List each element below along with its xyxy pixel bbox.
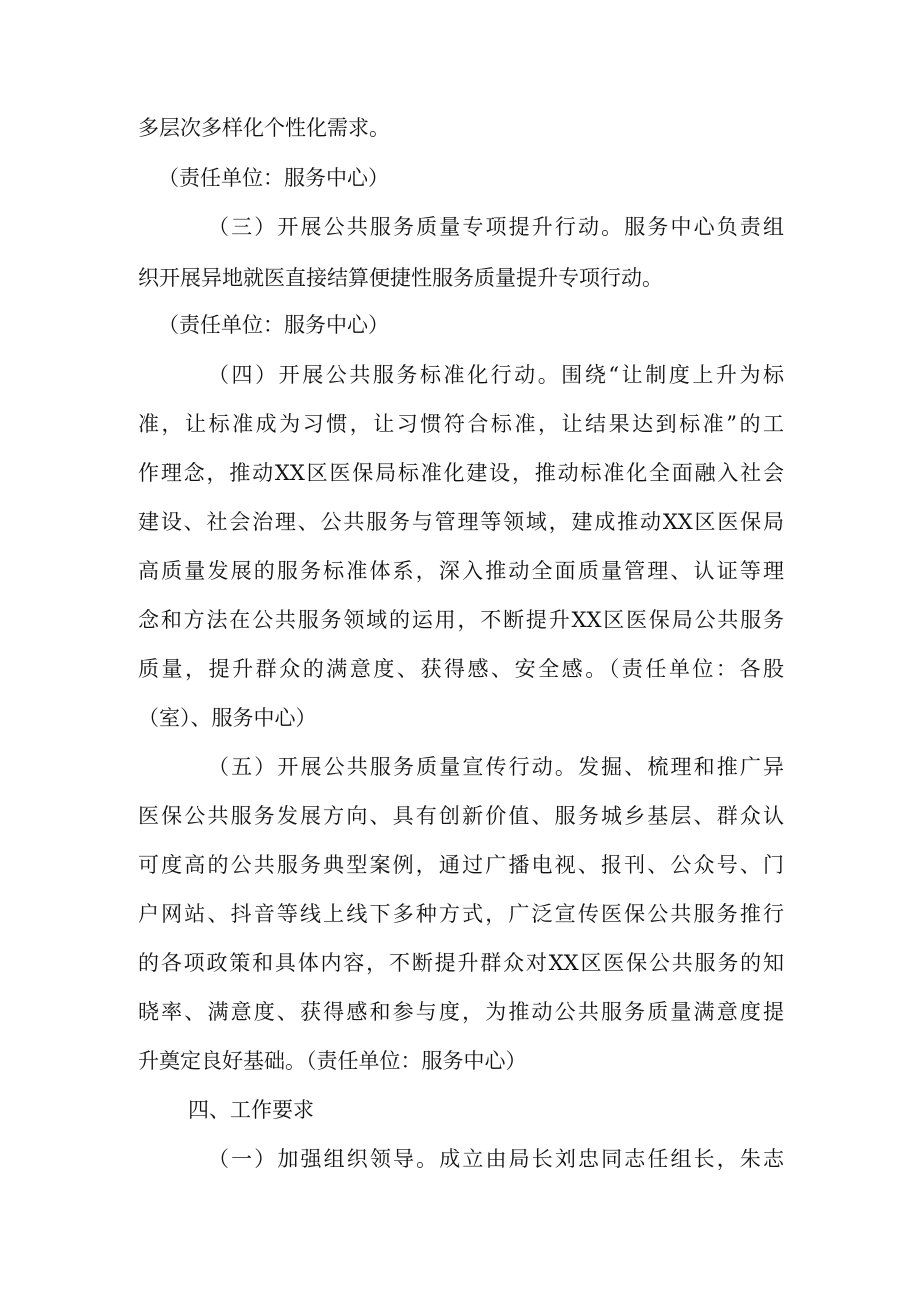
- section-heading: 四、工作要求: [188, 1098, 314, 1122]
- text-line-8: 作理念，推动XX区医保局标准化建设，推动标准化全面融入社会: [138, 461, 784, 485]
- text-line-17: 户网站、抖音等线上线下多种方式，广泛宣传医保公共服务推行: [138, 902, 784, 926]
- text-line-5: （责任单位：服务中心）: [158, 313, 389, 337]
- text-line-22: （一）加强组织领导。成立由局长刘忠同志任组长，朱志: [208, 1147, 784, 1171]
- text-line-13: （室）、服务中心）: [138, 706, 317, 730]
- text-line-10: 高质量发展的服务标准体系，深入推动全面质量管理、认证等理: [138, 559, 784, 583]
- text-line-18: 的各项政策和具体内容，不断提升群众对XX区医保公共服务的知: [138, 951, 784, 975]
- text-line-4: 织开展异地就医直接结算便捷性服务质量提升专项行动。: [138, 266, 663, 290]
- text-line-16: 可度高的公共服务典型案例，通过广播电视、报刊、公众号、门: [138, 853, 784, 877]
- text-line-11: 念和方法在公共服务领域的运用，不断提升XX区医保局公共服务: [138, 608, 784, 632]
- text-line-2: （责任单位：服务中心）: [158, 166, 389, 190]
- text-line-15: 医保公共服务发展方向、具有创新价值、服务城乡基层、群众认: [138, 804, 784, 828]
- text-line-7: 准，让标准成为习惯，让习惯符合标准，让结果达到标准”的工: [138, 412, 784, 436]
- text-line-1: 多层次多样化个性化需求。: [138, 116, 390, 140]
- text-line-20: 升奠定良好基础。（责任单位：服务中心）: [138, 1049, 527, 1073]
- text-line-19: 晓率、满意度、获得感和参与度，为推动公共服务质量满意度提: [138, 1000, 784, 1024]
- text-line-14: （五）开展公共服务质量宣传行动。发掘、梳理和推广异: [208, 755, 784, 779]
- text-line-9: 建设、社会治理、公共服务与管理等领域，建成推动XX区医保局: [138, 510, 784, 534]
- text-line-12: 质量，提升群众的满意度、获得感、安全感。（责任单位：各股: [138, 657, 784, 681]
- text-line-6: （四）开展公共服务标准化行动。围绕“让制度上升为标: [208, 363, 784, 387]
- text-line-3: （三）开展公共服务质量专项提升行动。服务中心负责组: [208, 215, 784, 239]
